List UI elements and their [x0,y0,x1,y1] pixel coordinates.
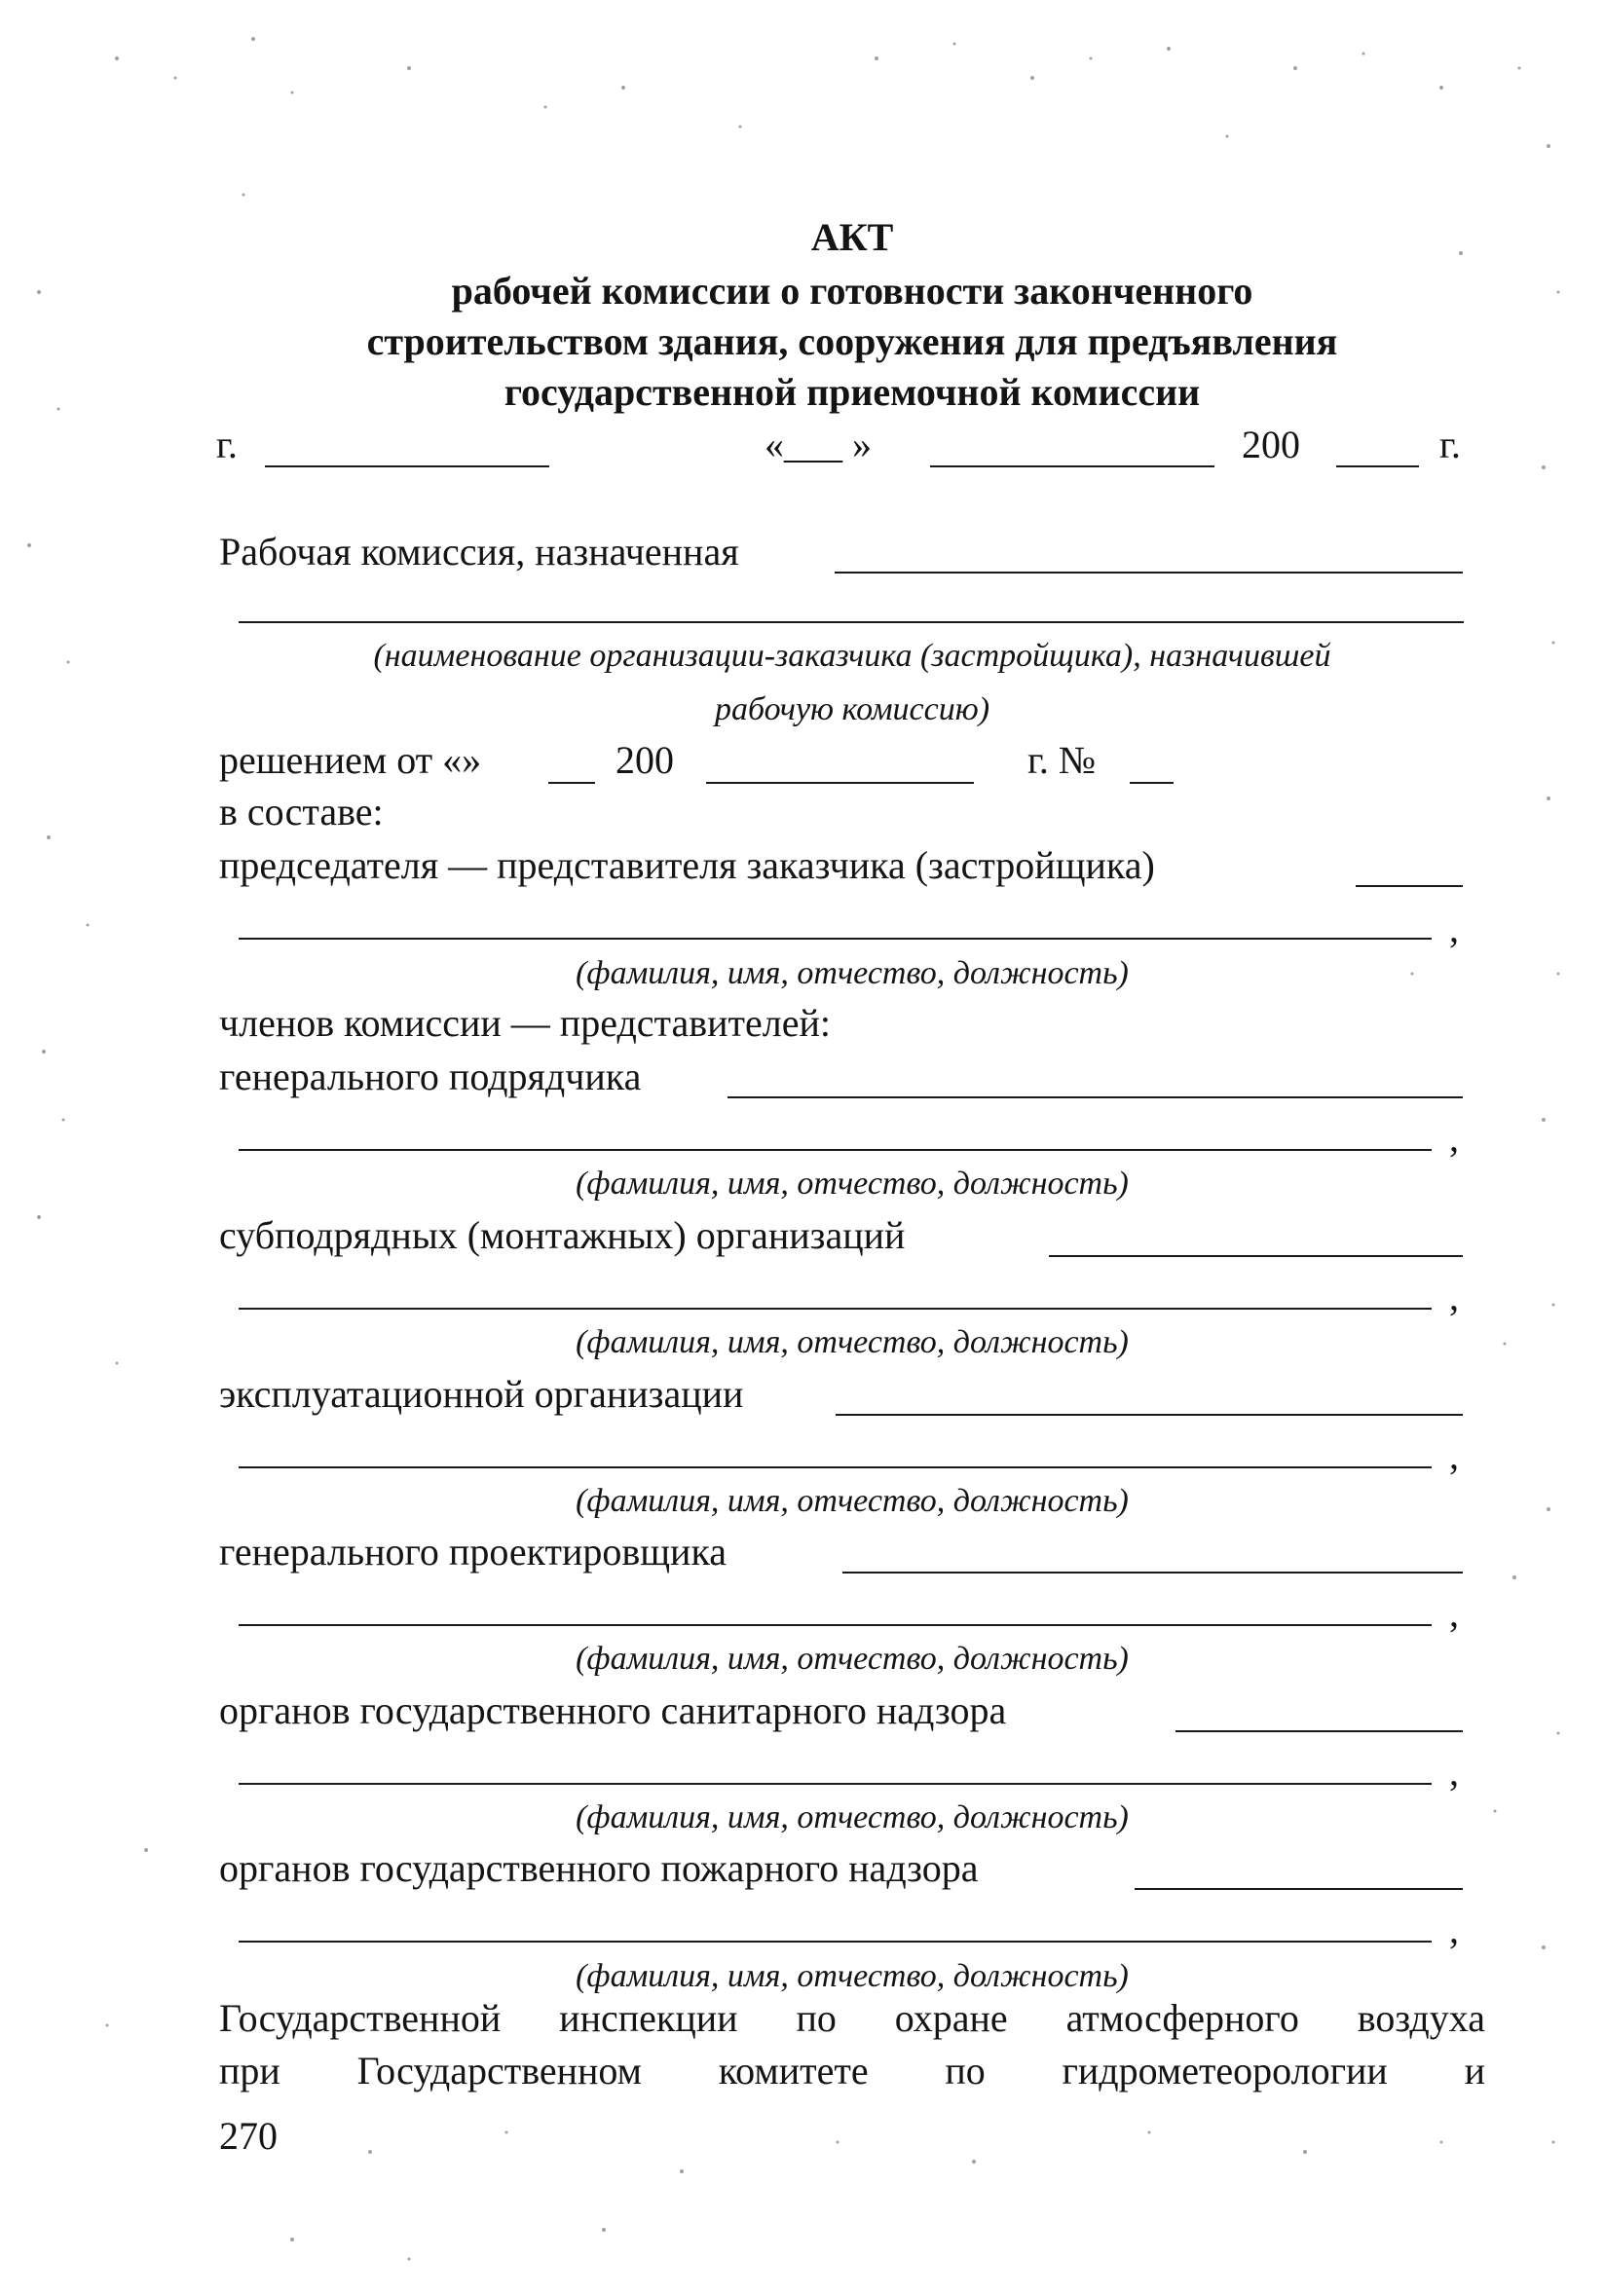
fio-caption: (фамилия, имя, отчество, должность) [576,1958,1129,1994]
decision-year: 200 [615,738,674,782]
org-caption-line1: (наименование организации-заказчика (застройщика), назначившей [373,638,1331,674]
act-subtitle-line3: государственной приемочной комиссии [504,370,1201,414]
act-subtitle-line1: рабочей комиссии о готовности законченного [451,269,1253,313]
member-label-fire-supervision: органов государственного пожарного надзора [219,1846,979,1890]
final-paragraph-line2: при Государственном комитете по гидрометеорологии и [219,2049,1485,2092]
fire-supervision-field[interactable] [1135,1888,1463,1890]
member-label-operating-org: эксплуатационной организации [219,1372,744,1416]
date-year-prefix: 200 [1242,423,1300,466]
fire-supervision-field-2[interactable] [239,1941,1432,1943]
operating-org-field-2[interactable] [239,1466,1432,1468]
subcontractors-field-2[interactable] [239,1308,1432,1310]
fio-caption: (фамилия, имя, отчество, должность) [576,955,1129,991]
comma: , [1449,1591,1459,1635]
act-title: АКТ [810,215,894,259]
appointed-by-field-2[interactable] [239,621,1464,623]
date-day-quote: «___ » [765,423,872,466]
chairman-field-2[interactable] [239,938,1432,940]
comma: , [1449,1433,1459,1477]
comma: , [1449,1907,1459,1951]
chairman-field[interactable] [1356,885,1463,887]
decision-day-field[interactable] [548,782,595,784]
fio-caption: (фамилия, имя, отчество, должность) [576,1641,1129,1677]
fio-caption: (фамилия, имя, отчество, должность) [576,1799,1129,1835]
fio-caption: (фамилия, имя, отчество, должность) [576,1166,1129,1202]
final-paragraph-line1: Государственной инспекции по охране атмосферного воздуха [219,1996,1485,2040]
decision-prefix: решением от «» [219,738,482,782]
sanitary-supervision-field[interactable] [1175,1730,1463,1732]
chairman-label: председателя — представителя заказчика (застройщика) [219,843,1155,887]
general-designer-field[interactable] [842,1572,1463,1574]
date-year-suffix: г. [1439,423,1461,466]
appointed-by-field[interactable] [835,572,1463,574]
member-label-sanitary-supervision: органов государственного санитарного надзора [219,1688,1007,1732]
page-number: 270 [219,2114,278,2158]
member-label-general-contractor: генерального подрядчика [219,1055,642,1098]
member-label-general-designer: генерального проектировщика [219,1530,727,1574]
working-commission-label: Рабочая комиссия, назначенная [219,530,739,574]
general-designer-field-2[interactable] [239,1624,1432,1626]
date-month-field[interactable] [930,465,1214,467]
city-prefix: г. [216,423,238,466]
act-subtitle-line2: строительством здания, сооружения для предъявления [366,319,1338,363]
subcontractors-field[interactable] [1049,1255,1463,1257]
composition-label: в составе: [219,790,384,833]
general-contractor-field[interactable] [727,1096,1463,1098]
member-label-subcontractors: субподрядных (монтажных) организаций [219,1213,906,1257]
members-label: членов комиссии — представителей: [219,1001,832,1045]
operating-org-field[interactable] [836,1414,1463,1416]
sanitary-supervision-field-2[interactable] [239,1783,1432,1785]
decision-date-field[interactable] [706,782,974,784]
fio-caption: (фамилия, имя, отчество, должность) [576,1483,1129,1519]
date-year-field[interactable] [1336,465,1419,467]
comma: , [1449,1275,1459,1318]
decision-number-label: г. № [1027,738,1097,782]
comma: , [1449,1750,1459,1794]
decision-number-field[interactable] [1130,782,1174,784]
org-caption-line2: рабочую комиссию) [714,691,990,727]
general-contractor-field-2[interactable] [239,1149,1432,1151]
comma: , [1449,1116,1459,1160]
city-field[interactable] [265,465,549,467]
fio-caption: (фамилия, имя, отчество, должность) [576,1324,1129,1360]
comma: , [1449,907,1459,950]
